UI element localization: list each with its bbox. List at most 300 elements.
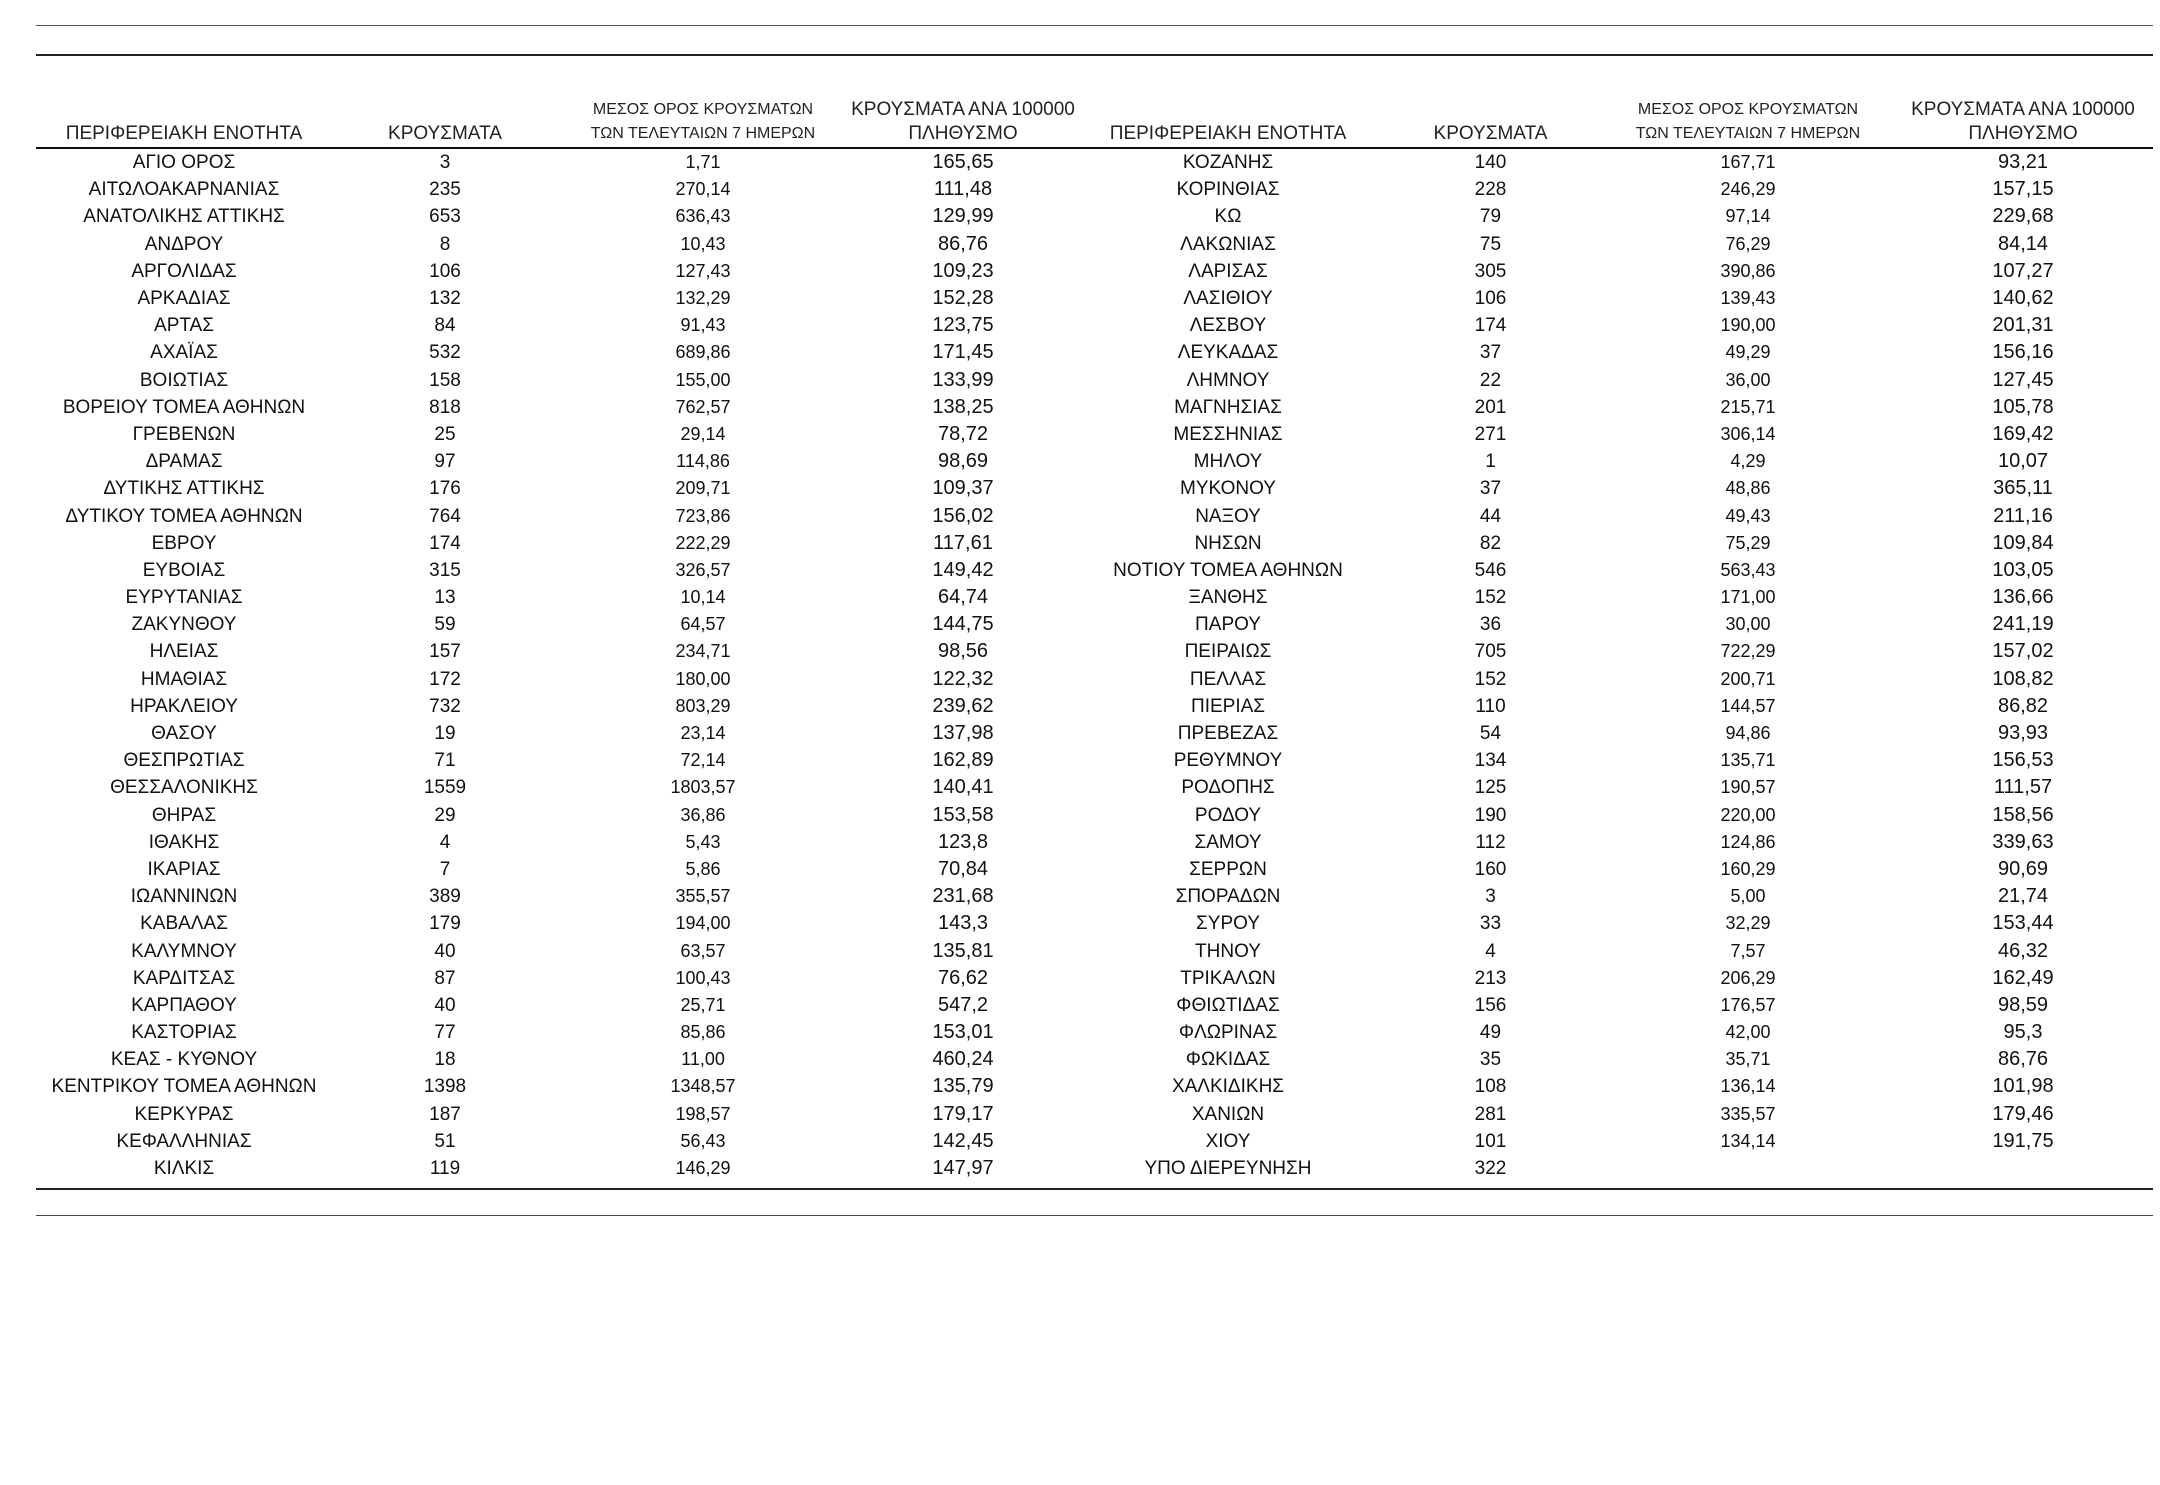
left-avg-cell: 127,43 (675, 260, 731, 281)
left-cases-cell: 132 (429, 288, 461, 310)
right-region-cell: ΡΟΔΟΥ (1194, 804, 1262, 826)
header-rate-line2: ΠΛΗΘΥΣΜΟ (1968, 123, 2078, 144)
left-cases-cell: 25 (434, 423, 456, 445)
left-rate-cell: 135,79 (932, 1075, 994, 1098)
left-cases-cell: 179 (429, 913, 461, 935)
left-avg-cell: 5,86 (685, 858, 721, 879)
right-cases-cell: 112 (1475, 831, 1506, 853)
left-region-cell: ΒΟΙΩΤΙΑΣ (139, 369, 229, 391)
left-avg-cell: 689,86 (675, 342, 731, 363)
right-rate-cell: 211,16 (1993, 504, 2053, 527)
header-cases-right: ΚΡΟΥΣΜΑΤΑ (1378, 98, 1603, 148)
right-rate-cell: 21,74 (1997, 885, 2049, 908)
left-cases-cell: 732 (429, 695, 461, 717)
left-region-cell: ΙΚΑΡΙΑΣ (147, 858, 221, 880)
left-region-cell: ΚΕΝΤΡΙΚΟΥ ΤΟΜΕΑ ΑΘΗΝΩΝ (51, 1076, 317, 1098)
right-avg-cell: 49,43 (1725, 505, 1771, 526)
right-rate-cell: 108,82 (1992, 667, 2054, 690)
left-avg-cell: 326,57 (675, 559, 731, 580)
right-rate-cell: 241,19 (1992, 613, 2054, 636)
left-avg-cell: 222,29 (675, 532, 731, 553)
table-row (36, 802, 2153, 829)
header-rate-right (1893, 98, 2153, 148)
left-region-cell: ΔΥΤΙΚΗΣ ΑΤΤΙΚΗΣ (103, 478, 265, 500)
right-avg-cell: 48,86 (1725, 478, 1771, 499)
right-avg-cell: 160,29 (1720, 858, 1776, 879)
left-avg-cell: 132,29 (675, 288, 731, 309)
left-region-cell: ΚΑΒΑΛΑΣ (140, 913, 228, 935)
right-region-cell: ΞΑΝΘΗΣ (1188, 587, 1268, 609)
right-region-cell: ΜΑΓΝΗΣΙΑΣ (1174, 396, 1282, 418)
left-avg-cell: 11,00 (681, 1049, 725, 1070)
left-avg-cell: 91,43 (680, 315, 726, 336)
left-region-cell: ΑΡΚΑΔΙΑΣ (137, 288, 231, 310)
right-avg-cell: 36,00 (1725, 369, 1771, 390)
left-rate-cell: 133,99 (932, 368, 994, 391)
left-cases-cell: 764 (429, 505, 461, 527)
right-region-cell: ΝΑΞΟΥ (1195, 505, 1261, 527)
right-cases-cell: 44 (1479, 505, 1502, 527)
right-rate-cell: 191,75 (1992, 1129, 2054, 1152)
right-cases-cell: 201 (1474, 396, 1507, 418)
right-cases-cell: 37 (1479, 342, 1502, 364)
right-avg-cell: 42,00 (1725, 1022, 1771, 1043)
right-cases-cell: 190 (1474, 804, 1507, 826)
table-row (36, 502, 2153, 529)
table-row (36, 883, 2153, 910)
left-cases-cell: 4 (439, 831, 451, 853)
left-cases-cell: 59 (434, 614, 456, 636)
left-rate-cell: 231,68 (932, 885, 994, 908)
left-rate-cell: 147,97 (932, 1157, 994, 1180)
left-rate-cell: 165,65 (932, 151, 994, 174)
left-region-cell: ΑΡΓΟΛΙΔΑΣ (131, 260, 237, 282)
table-row (36, 557, 2153, 584)
left-cases-cell: 106 (429, 260, 461, 282)
right-cases-cell: 152 (1474, 587, 1507, 609)
header-avg-left (558, 98, 848, 148)
right-region-cell: ΠΙΕΡΙΑΣ (1190, 695, 1266, 717)
right-rate-cell: 93,93 (1997, 722, 2049, 745)
header-avg-line1: ΜΕΣΟΣ ΟΡΟΣ ΚΡΟΥΣΜΑΤΩΝ (592, 101, 814, 118)
right-cases-cell: 75 (1479, 233, 1502, 255)
left-region-cell: ΚΙΛΚΙΣ (153, 1158, 215, 1180)
table-row (36, 965, 2153, 992)
right-avg-cell: 220,00 (1720, 804, 1776, 825)
right-avg-cell: 97,14 (1725, 206, 1771, 227)
top-rule-thick (36, 54, 2153, 56)
right-avg-cell: 32,29 (1725, 913, 1771, 934)
right-avg-cell: 139,43 (1720, 288, 1776, 309)
right-rate-cell: 365,11 (1993, 477, 2053, 500)
left-rate-cell: 239,62 (932, 694, 994, 717)
right-cases-cell: 125 (1474, 777, 1507, 799)
right-avg-cell: 30,00 (1725, 614, 1771, 635)
left-region-cell: ΘΑΣΟΥ (151, 723, 217, 745)
table-row (36, 1101, 2153, 1128)
left-region-cell: ΖΑΚΥΝΘΟΥ (131, 614, 237, 636)
left-cases-cell: 532 (429, 342, 461, 364)
right-region-cell: ΡΟΔΟΠΗΣ (1181, 777, 1275, 799)
left-avg-cell: 10,43 (680, 233, 726, 254)
left-rate-cell: 123,75 (932, 314, 994, 337)
right-rate-cell: 86,82 (1997, 694, 2049, 717)
left-cases-cell: 119 (429, 1158, 461, 1180)
left-avg-cell: 56,43 (680, 1130, 726, 1151)
left-avg-cell: 36,86 (680, 804, 726, 825)
table-row (36, 421, 2153, 448)
left-avg-cell: 803,29 (675, 695, 731, 716)
left-avg-cell: 209,71 (675, 478, 731, 499)
right-rate-cell: 157,02 (1992, 640, 2054, 663)
header-rate-left (848, 98, 1078, 148)
regional-cases-table (36, 98, 2153, 1182)
table-row (36, 720, 2153, 747)
left-avg-cell: 25,71 (680, 994, 726, 1015)
left-cases-cell: 84 (434, 315, 456, 337)
table-row (36, 176, 2153, 203)
header-avg-line1: ΜΕΣΟΣ ΟΡΟΣ ΚΡΟΥΣΜΑΤΩΝ (1637, 101, 1859, 118)
right-cases-cell: 37 (1479, 478, 1502, 500)
header-rate-line2: ΠΛΗΘΥΣΜΟ (908, 123, 1018, 144)
right-rate-cell: 339,63 (1992, 830, 2054, 853)
table-row (36, 1019, 2153, 1046)
right-cases-cell: 101 (1474, 1130, 1507, 1152)
left-cases-cell: 51 (434, 1130, 456, 1152)
left-cases-cell: 71 (434, 750, 456, 772)
left-region-cell: ΕΥΡΥΤΑΝΙΑΣ (125, 587, 243, 609)
right-rate-cell: 156,53 (1992, 749, 2054, 772)
table-row (36, 1073, 2153, 1100)
left-rate-cell: 64,74 (937, 586, 989, 609)
right-avg-cell: 35,71 (1725, 1049, 1771, 1070)
right-region-cell: ΝΗΣΩΝ (1194, 532, 1262, 554)
left-avg-cell: 234,71 (675, 641, 731, 662)
left-rate-cell: 153,01 (932, 1021, 994, 1044)
right-region-cell: ΦΛΩΡΙΝΑΣ (1178, 1022, 1278, 1044)
table-row (36, 856, 2153, 883)
right-region-cell: ΥΠΟ ΔΙΕΡΕΥΝΗΣΗ (1144, 1158, 1312, 1180)
left-region-cell: ΚΑΡΠΑΘΟΥ (131, 994, 237, 1016)
left-cases-cell: 158 (429, 369, 461, 391)
left-rate-cell: 162,89 (932, 749, 994, 772)
right-avg-cell (1603, 1155, 1893, 1182)
right-cases-cell: 174 (1474, 315, 1507, 337)
left-avg-cell: 723,86 (675, 505, 731, 526)
left-rate-cell: 152,28 (932, 287, 994, 310)
right-cases-cell: 22 (1479, 369, 1502, 391)
right-cases-cell: 160 (1474, 858, 1507, 880)
right-rate-cell: 105,78 (1992, 395, 2054, 418)
right-cases-cell: 134 (1474, 750, 1507, 772)
right-cases-cell: 228 (1474, 179, 1507, 201)
left-rate-cell: 117,61 (933, 531, 993, 554)
left-region-cell: ΘΗΡΑΣ (151, 804, 217, 826)
left-region-cell: ΕΥΒΟΙΑΣ (142, 559, 226, 581)
right-region-cell: ΚΟΡΙΝΘΙΑΣ (1176, 179, 1280, 201)
right-avg-cell: 246,29 (1720, 179, 1776, 200)
left-avg-cell: 1,71 (685, 152, 721, 173)
left-cases-cell: 187 (429, 1103, 461, 1125)
left-rate-cell: 135,81 (932, 939, 994, 962)
table-row (36, 367, 2153, 394)
left-region-cell: ΑΝΔΡΟΥ (144, 233, 224, 255)
right-avg-cell: 722,29 (1720, 641, 1776, 662)
left-region-cell: ΚΑΛΥΜΝΟΥ (131, 940, 237, 962)
right-region-cell: ΚΩ (1214, 206, 1242, 228)
left-avg-cell: 29,14 (680, 423, 726, 444)
left-rate-cell: 86,76 (937, 232, 989, 255)
left-avg-cell: 198,57 (675, 1103, 731, 1124)
right-rate-cell: 158,56 (1992, 803, 2054, 826)
right-rate-cell (1893, 1155, 2153, 1182)
right-avg-cell: 7,57 (1730, 940, 1766, 961)
left-cases-cell: 87 (434, 967, 456, 989)
left-region-cell: ΚΑΡΔΙΤΣΑΣ (132, 967, 236, 989)
right-rate-cell: 127,45 (1992, 368, 2054, 391)
table-row (36, 475, 2153, 502)
table-row (36, 1155, 2153, 1182)
right-region-cell: ΣΠΟΡΑΔΩΝ (1175, 886, 1281, 908)
header-avg-line2: ΤΩΝ ΤΕΛΕΥΤΑΙΩΝ 7 ΗΜΕΡΩΝ (590, 125, 816, 142)
right-region-cell: ΜΕΣΣΗΝΙΑΣ (1173, 423, 1283, 445)
left-avg-cell: 146,29 (675, 1158, 731, 1179)
header-cases-left: ΚΡΟΥΣΜΑΤΑ (332, 98, 558, 148)
right-cases-cell: 49 (1479, 1022, 1502, 1044)
right-rate-cell: 169,42 (1992, 422, 2054, 445)
left-cases-cell: 77 (434, 1022, 456, 1044)
right-rate-cell: 111,57 (1993, 776, 2053, 799)
left-rate-cell: 143,3 (937, 912, 989, 935)
left-region-cell: ΙΘΑΚΗΣ (148, 831, 220, 853)
right-avg-cell: 335,57 (1720, 1103, 1776, 1124)
left-cases-cell: 8 (439, 233, 451, 255)
right-cases-cell: 271 (1474, 423, 1507, 445)
left-cases-cell: 1559 (423, 777, 467, 799)
left-rate-cell: 156,02 (932, 504, 994, 527)
left-cases-cell: 176 (429, 478, 461, 500)
left-rate-cell: 171,45 (932, 341, 994, 364)
table-row (36, 394, 2153, 421)
left-rate-cell: 149,42 (932, 558, 994, 581)
table-row (36, 666, 2153, 693)
right-avg-cell: 190,57 (1720, 777, 1776, 798)
right-region-cell: ΛΑΣΙΘΙΟΥ (1183, 288, 1273, 310)
right-rate-cell: 86,76 (1997, 1048, 2049, 1071)
left-avg-cell: 155,00 (675, 369, 731, 390)
right-cases-cell: 281 (1474, 1103, 1507, 1125)
left-rate-cell: 123,8 (937, 830, 989, 853)
left-cases-cell: 389 (429, 886, 461, 908)
right-cases-cell: 36 (1479, 614, 1502, 636)
right-rate-cell: 201,31 (1992, 314, 2054, 337)
right-avg-cell: 49,29 (1725, 342, 1771, 363)
left-avg-cell: 762,57 (675, 396, 731, 417)
right-rate-cell: 229,68 (1992, 205, 2054, 228)
right-avg-cell: 4,29 (1730, 451, 1766, 472)
left-region-cell: ΑΝΑΤΟΛΙΚΗΣ ΑΤΤΙΚΗΣ (83, 206, 285, 228)
table-row (36, 231, 2153, 258)
right-rate-cell: 153,44 (1992, 912, 2054, 935)
table-row (36, 312, 2153, 339)
right-rate-cell: 84,14 (1997, 232, 2049, 255)
right-cases-cell: 3 (1485, 886, 1496, 908)
right-region-cell: ΧΙΟΥ (1205, 1130, 1251, 1152)
right-cases-cell: 156 (1474, 994, 1507, 1016)
right-region-cell: ΚΟΖΑΝΗΣ (1182, 152, 1274, 174)
left-region-cell: ΔΡΑΜΑΣ (145, 451, 223, 473)
header-avg-right (1603, 98, 1893, 148)
left-rate-cell: 547,2 (937, 993, 989, 1016)
right-avg-cell: 144,57 (1720, 695, 1776, 716)
right-cases-cell: 79 (1479, 206, 1502, 228)
left-cases-cell: 174 (429, 532, 461, 554)
right-avg-cell: 215,71 (1720, 396, 1776, 417)
right-region-cell: ΛΑΚΩΝΙΑΣ (1180, 233, 1276, 255)
left-region-cell: ΗΡΑΚΛΕΙΟΥ (130, 695, 238, 717)
right-cases-cell: 152 (1474, 668, 1507, 690)
right-rate-cell: 179,46 (1992, 1102, 2054, 1125)
left-region-cell: ΓΡΕΒΕΝΩΝ (132, 423, 236, 445)
right-rate-cell: 156,16 (1992, 341, 2054, 364)
left-avg-cell: 23,14 (680, 723, 726, 744)
left-cases-cell: 29 (434, 804, 456, 826)
right-cases-cell: 305 (1474, 260, 1507, 282)
right-cases-cell: 54 (1479, 723, 1502, 745)
table-row (36, 339, 2153, 366)
right-cases-cell: 322 (1474, 1158, 1507, 1180)
left-rate-cell: 109,37 (932, 477, 994, 500)
right-rate-cell: 140,62 (1992, 287, 2054, 310)
right-avg-cell: 124,86 (1720, 831, 1776, 852)
right-rate-cell: 109,84 (1992, 531, 2054, 554)
right-region-cell: ΠΑΡΟΥ (1195, 614, 1261, 636)
left-cases-cell: 3 (439, 152, 451, 174)
left-avg-cell: 636,43 (675, 206, 731, 227)
right-rate-cell: 136,66 (1992, 586, 2054, 609)
right-rate-cell: 90,69 (1997, 857, 2049, 880)
left-region-cell: ΗΜΑΘΙΑΣ (140, 668, 228, 690)
right-region-cell: ΛΑΡΙΣΑΣ (1188, 260, 1268, 282)
right-avg-cell: 135,71 (1720, 750, 1776, 771)
left-avg-cell: 5,43 (685, 831, 721, 852)
right-avg-cell: 76,29 (1725, 233, 1771, 254)
right-region-cell: ΠΡΕΒΕΖΑΣ (1177, 723, 1279, 745)
right-rate-cell: 101,98 (1992, 1075, 2054, 1098)
table-row (36, 693, 2153, 720)
left-cases-cell: 18 (434, 1049, 456, 1071)
bottom-rule (36, 1188, 2153, 1190)
left-cases-cell: 157 (429, 641, 461, 663)
left-region-cell: ΒΟΡΕΙΟΥ ΤΟΜΕΑ ΑΘΗΝΩΝ (62, 396, 306, 418)
left-rate-cell: 98,69 (937, 450, 989, 473)
right-avg-cell: 134,14 (1720, 1130, 1776, 1151)
right-avg-cell: 200,71 (1720, 668, 1776, 689)
right-avg-cell: 94,86 (1725, 723, 1771, 744)
left-region-cell: ΚΕΡΚΥΡΑΣ (134, 1103, 234, 1125)
table-header-row (36, 98, 2153, 148)
right-cases-cell: 705 (1474, 641, 1507, 663)
table-row (36, 747, 2153, 774)
right-region-cell: ΦΘΙΩΤΙΔΑΣ (1176, 994, 1280, 1016)
right-region-cell: ΣΑΜΟΥ (1194, 831, 1262, 853)
header-region-right: ΠΕΡΙΦΕΡΕΙΑΚΗ ΕΝΟΤΗΤΑ (1078, 98, 1378, 148)
table-row (36, 910, 2153, 937)
right-avg-cell: 206,29 (1720, 967, 1776, 988)
right-region-cell: ΡΕΘΥΜΝΟΥ (1173, 750, 1283, 772)
left-avg-cell: 1803,57 (670, 777, 736, 798)
right-rate-cell: 103,05 (1992, 558, 2054, 581)
left-avg-cell: 63,57 (680, 940, 726, 961)
left-rate-cell: 98,56 (937, 640, 989, 663)
right-cases-cell: 82 (1479, 532, 1502, 554)
left-cases-cell: 172 (429, 668, 461, 690)
left-cases-cell: 235 (429, 179, 461, 201)
left-region-cell: ΑΙΤΩΛΟΑΚΑΡΝΑΝΙΑΣ (88, 179, 280, 201)
right-region-cell: ΠΕΙΡΑΙΩΣ (1184, 641, 1272, 663)
left-rate-cell: 138,25 (932, 395, 994, 418)
right-region-cell: ΝΟΤΙΟΥ ΤΟΜΕΑ ΑΘΗΝΩΝ (1113, 559, 1343, 581)
left-avg-cell: 1348,57 (670, 1076, 736, 1097)
right-rate-cell: 10,07 (1997, 450, 2049, 473)
right-rate-cell: 162,49 (1992, 966, 2054, 989)
table-row (36, 530, 2153, 557)
table-row (36, 611, 2153, 638)
left-avg-cell: 85,86 (680, 1022, 726, 1043)
table-row (36, 448, 2153, 475)
right-cases-cell: 35 (1479, 1049, 1502, 1071)
left-rate-cell: 76,62 (937, 966, 989, 989)
left-region-cell: ΕΒΡΟΥ (151, 532, 217, 554)
header-rate-line1: ΚΡΟΥΣΜΑΤΑ ΑΝΑ 100000 (851, 99, 1075, 120)
left-region-cell: ΑΓΙΟ ΟΡΟΣ (132, 152, 236, 174)
right-region-cell: ΠΕΛΛΑΣ (1189, 668, 1267, 690)
right-region-cell: ΜΥΚΟΝΟΥ (1180, 478, 1276, 500)
right-region-cell: ΦΩΚΙΔΑΣ (1185, 1049, 1271, 1071)
left-avg-cell: 72,14 (680, 750, 726, 771)
left-avg-cell: 270,14 (675, 179, 731, 200)
left-rate-cell: 70,84 (937, 857, 989, 880)
right-cases-cell: 1 (1485, 451, 1496, 473)
left-rate-cell: 111,48 (933, 178, 993, 201)
header-avg-line2: ΤΩΝ ΤΕΛΕΥΤΑΙΩΝ 7 ΗΜΕΡΩΝ (1635, 125, 1861, 142)
left-region-cell: ΙΩΑΝΝΙΝΩΝ (130, 886, 238, 908)
left-cases-cell: 315 (429, 559, 461, 581)
table-row (36, 829, 2153, 856)
left-cases-cell: 653 (429, 206, 461, 228)
left-rate-cell: 129,99 (932, 205, 994, 228)
right-rate-cell: 157,15 (1992, 178, 2054, 201)
right-cases-cell: 110 (1475, 695, 1506, 717)
left-avg-cell: 100,43 (675, 967, 731, 988)
right-rate-cell: 46,32 (1997, 939, 2049, 962)
table-row (36, 203, 2153, 230)
table-row (36, 937, 2153, 964)
table-body (36, 148, 2153, 1182)
left-rate-cell: 122,32 (932, 667, 994, 690)
right-avg-cell: 176,57 (1720, 994, 1776, 1015)
right-cases-cell: 213 (1474, 967, 1507, 989)
left-cases-cell: 40 (434, 994, 456, 1016)
header-rate-line1: ΚΡΟΥΣΜΑΤΑ ΑΝΑ 100000 (1911, 99, 2135, 120)
right-region-cell: ΣΕΡΡΩΝ (1189, 858, 1267, 880)
table-row (36, 258, 2153, 285)
left-region-cell: ΔΥΤΙΚΟΥ ΤΟΜΕΑ ΑΘΗΝΩΝ (65, 505, 303, 527)
left-rate-cell: 460,24 (932, 1048, 994, 1071)
right-rate-cell: 95,3 (2003, 1021, 2043, 1044)
right-avg-cell: 5,00 (1730, 886, 1766, 907)
left-rate-cell: 153,58 (932, 803, 994, 826)
